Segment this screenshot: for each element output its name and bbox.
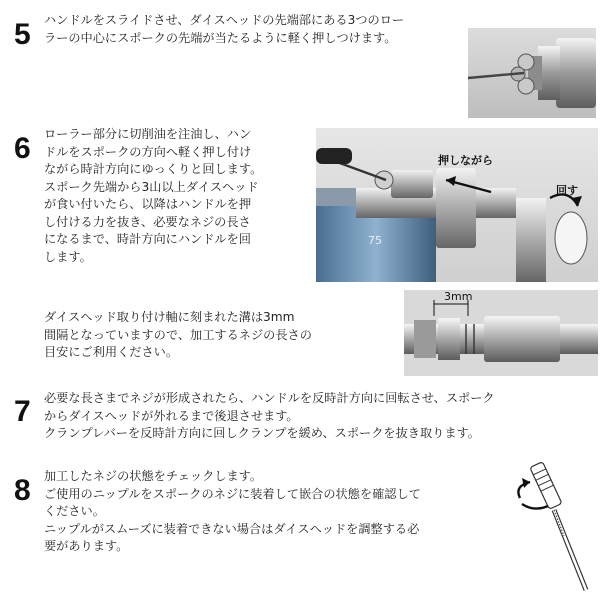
step-7-line: クランプレバーを反時計方向に回しクランプを緩め、スポークを抜き取ります。 <box>44 426 480 440</box>
turn-label: 回す <box>556 184 578 197</box>
groove-note-line: 目安にご利用ください。 <box>44 345 179 359</box>
step-6-line: スポーク先端から3山以上ダイスヘッド <box>44 179 259 194</box>
step-8-number: 8 <box>14 474 31 507</box>
die-head-photo <box>468 28 596 118</box>
step-6-line: ドルをスポークの方向へ軽く押し付け <box>44 144 252 159</box>
step-8-line: 要があります。 <box>44 539 129 553</box>
groove-note-line: 間隔となっていますので、加工するネジの長さの <box>44 327 312 342</box>
step-6-line: が食い付いたら、以降はハンドルを押 <box>44 197 252 211</box>
step-6-line: します。 <box>44 249 92 264</box>
step-6-text <box>44 126 262 266</box>
groove-3mm-label: 3mm <box>444 290 473 303</box>
nipple-spoke-icon <box>508 456 598 596</box>
step-7-number: 7 <box>14 395 31 428</box>
step-5-text <box>44 12 404 47</box>
step-8-line: ください。 <box>44 504 105 518</box>
push-label: 押しながら <box>438 154 493 167</box>
step-7-line: からダイスヘッドが外れるまで後退させます。 <box>44 408 299 423</box>
step-6-line: ローラー部分に切削油を注油し、ハン <box>44 127 252 141</box>
groove-shaft-photo <box>404 290 598 376</box>
step-8-line: ご使用のニップルをスポークのネジに装着して嵌合の状態を確認して <box>44 486 421 501</box>
step-5-number: 5 <box>14 18 31 51</box>
step-5-line: ラーの中心にスポークの先端が当たるように軽く押しつけます。 <box>44 30 397 45</box>
vise-number: 75 <box>368 234 382 247</box>
step-6-line: し付ける力を抜き、必要なネジの長さ <box>44 214 251 229</box>
step-5-line: ハンドルをスライドさせ、ダイスヘッドの先端部にある3つのロー <box>44 13 405 27</box>
step-6-line: ながら時計方向にゆっくりと回します。 <box>44 162 263 176</box>
step-7-text <box>44 390 495 443</box>
groove-note-text <box>44 309 312 362</box>
step-6-line: になるまで、時計方向にハンドルを回 <box>44 232 251 246</box>
step-8-text <box>44 468 421 556</box>
groove-note-line: ダイスヘッド取り付け軸に刻まれた溝は3mm <box>44 310 295 324</box>
step-8-line: 加工したネジの状態をチェックします。 <box>44 469 263 483</box>
spoke-threader-photo <box>316 128 598 282</box>
step-8-line: ニップルがスムーズに装着できない場合はダイスヘッドを調整する必 <box>44 521 420 536</box>
step-7-line: 必要な長さまでネジが形成されたら、ハンドルを反時計方向に回転させ、スポーク <box>44 391 495 405</box>
step-6-number: 6 <box>14 132 31 165</box>
